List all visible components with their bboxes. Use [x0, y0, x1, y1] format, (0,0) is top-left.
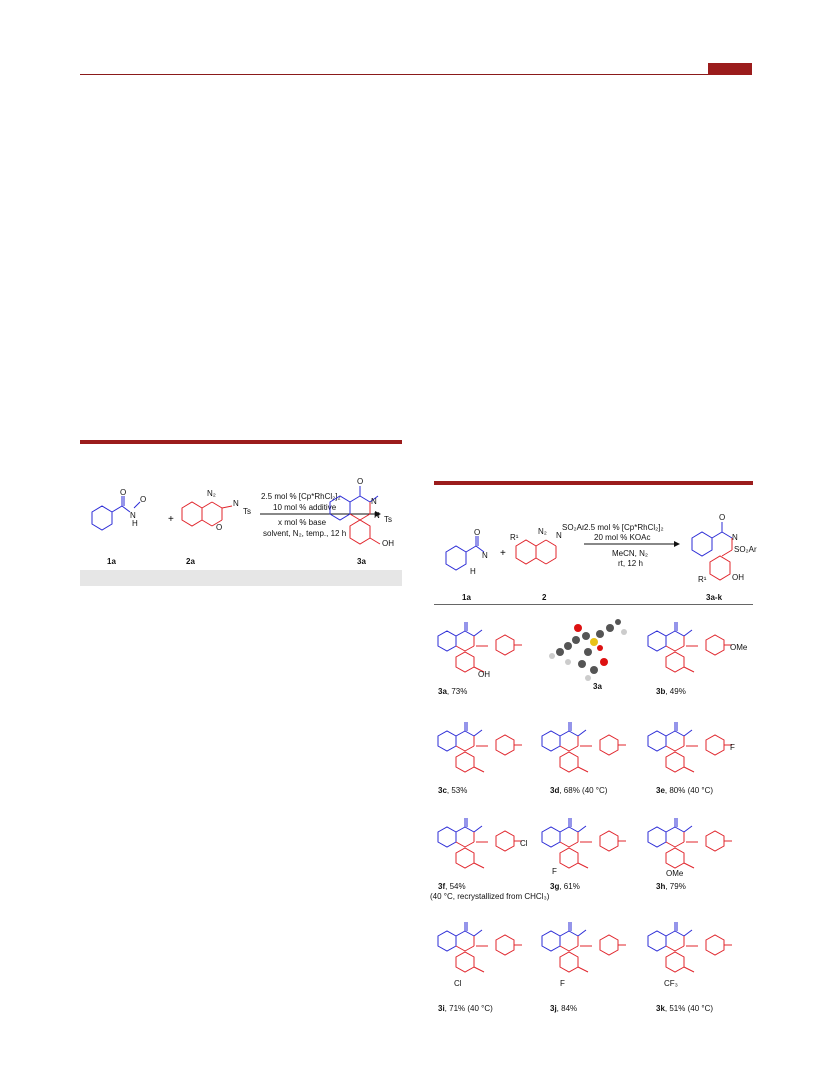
scheme2-product-o: O [719, 513, 726, 522]
scheme1-ts-group: Ts [243, 507, 251, 516]
caption-3e: 3e, 80% (40 °C) [656, 786, 714, 795]
scheme2-n2: N₂ [538, 527, 547, 536]
scheme2-product-so2ar: SO₂Ar [734, 545, 757, 554]
structure-3e [644, 712, 754, 782]
scheme-top-rule [434, 481, 753, 485]
scheme1-plus: + [168, 514, 174, 525]
scheme2-figure [434, 500, 757, 605]
caption-3h: 3h, 79% [656, 882, 686, 891]
scheme1-h-atom: H [132, 519, 138, 528]
structure-3g [538, 808, 638, 878]
scheme2-additive: 20 mol % KOAc [594, 533, 651, 542]
sub-3f: Cl [520, 839, 528, 848]
scheme2-solvent: MeCN, N₂ [612, 549, 648, 558]
header-rule [80, 74, 752, 75]
structure-3f [434, 808, 544, 878]
caption-3j: 3j, 84% [550, 1004, 578, 1013]
product-cells [430, 612, 754, 1032]
scheme2-imine-n: N [556, 531, 562, 540]
caption-3i: 3i, 71% (40 °C) [438, 1004, 493, 1013]
caption-3k: 3k, 51% (40 °C) [656, 1004, 714, 1013]
scheme2-plus: + [500, 548, 506, 559]
caption-3g: 3g, 61% [550, 882, 580, 891]
table-header-row [80, 570, 402, 586]
scheme1-product-n: N [371, 497, 377, 506]
label-3a: 3a [357, 557, 366, 566]
label-1a-2: 1a [462, 593, 471, 602]
sub-3k: CF₃ [664, 979, 678, 988]
scheme2-h-atom: H [470, 567, 476, 576]
sub-3b: OMe [730, 643, 748, 652]
caption-3a: 3a, 73% [438, 687, 468, 696]
scheme2-n-atom: N [482, 551, 488, 560]
compound-3ak-structure [692, 522, 732, 556]
structure-3d [538, 712, 638, 782]
scheme2-so2ar: SO₂Ar [562, 523, 585, 532]
compound-1a-structure-2 [446, 536, 484, 570]
scheme1-product-o: O [357, 477, 364, 486]
caption-3b: 3b, 49% [656, 687, 686, 696]
caption-3f-note: (40 °C, recrystallized from CHCl₃) [430, 892, 550, 901]
scheme2-o-atom: O [474, 528, 481, 537]
structure-3c [434, 712, 534, 782]
structure-3i [434, 912, 534, 992]
structure-3j [538, 912, 638, 992]
label-2a: 2a [186, 557, 195, 566]
scheme1-product-n2: N [374, 511, 380, 520]
scheme1-n2-group: N₂ [207, 489, 216, 498]
compound-2a-structure [182, 502, 232, 526]
sub-3h: OMe [666, 869, 684, 878]
label-2: 2 [542, 593, 547, 602]
scheme2-product-oh: OH [732, 573, 744, 582]
table-top-rule [80, 440, 402, 444]
crystal-structure [538, 612, 638, 690]
scheme1-product-ts: Ts [384, 515, 392, 524]
scheme2-product-n: N [732, 533, 738, 542]
sub-3j: F [560, 979, 565, 988]
sub-3e: F [730, 743, 735, 752]
scheme2-r1: R¹ [510, 533, 519, 542]
scheme2-product-r1: R¹ [698, 575, 707, 584]
oh-label: OH [478, 670, 490, 679]
sub-3g: F [552, 867, 557, 876]
scheme1-product-oh: OH [382, 539, 394, 548]
structure-3k [644, 912, 754, 992]
page-number-tab [708, 63, 752, 75]
scheme1-figure [80, 470, 405, 570]
crystal-label: 3a [593, 682, 602, 691]
scheme1-ring-o: O [216, 523, 223, 532]
scheme1-o2-atom: O [140, 495, 147, 504]
caption-3c: 3c, 53% [438, 786, 468, 795]
scheme1-o-atom: O [120, 488, 127, 497]
scheme2-temp: rt, 12 h [618, 559, 643, 568]
caption-3d: 3d, 68% (40 °C) [550, 786, 608, 795]
scheme1-imine-n: N [233, 499, 239, 508]
label-1a: 1a [107, 557, 116, 566]
scheme1-n-atom: N [130, 511, 136, 520]
scheme2-catalyst: 2.5 mol % [Cp*RhCl₂]₂ [584, 523, 664, 532]
structure-3h [644, 808, 754, 878]
scheme1-solvent: solvent, N₂, temp., 12 h [263, 529, 347, 538]
scheme1-base: x mol % base [278, 518, 327, 527]
scheme1-catalyst: 2.5 mol % [Cp*RhCl₂]₂ [261, 492, 341, 501]
compound-2-structure [516, 540, 556, 564]
caption-3f: 3f, 54% [438, 882, 466, 891]
label-3ak: 3a-k [706, 593, 723, 602]
structure-3a [434, 612, 534, 682]
structure-3b [644, 612, 754, 682]
scheme1-additive: 10 mol % additive [273, 503, 337, 512]
crystal-atoms [549, 619, 627, 681]
sub-3i: Cl [454, 979, 462, 988]
